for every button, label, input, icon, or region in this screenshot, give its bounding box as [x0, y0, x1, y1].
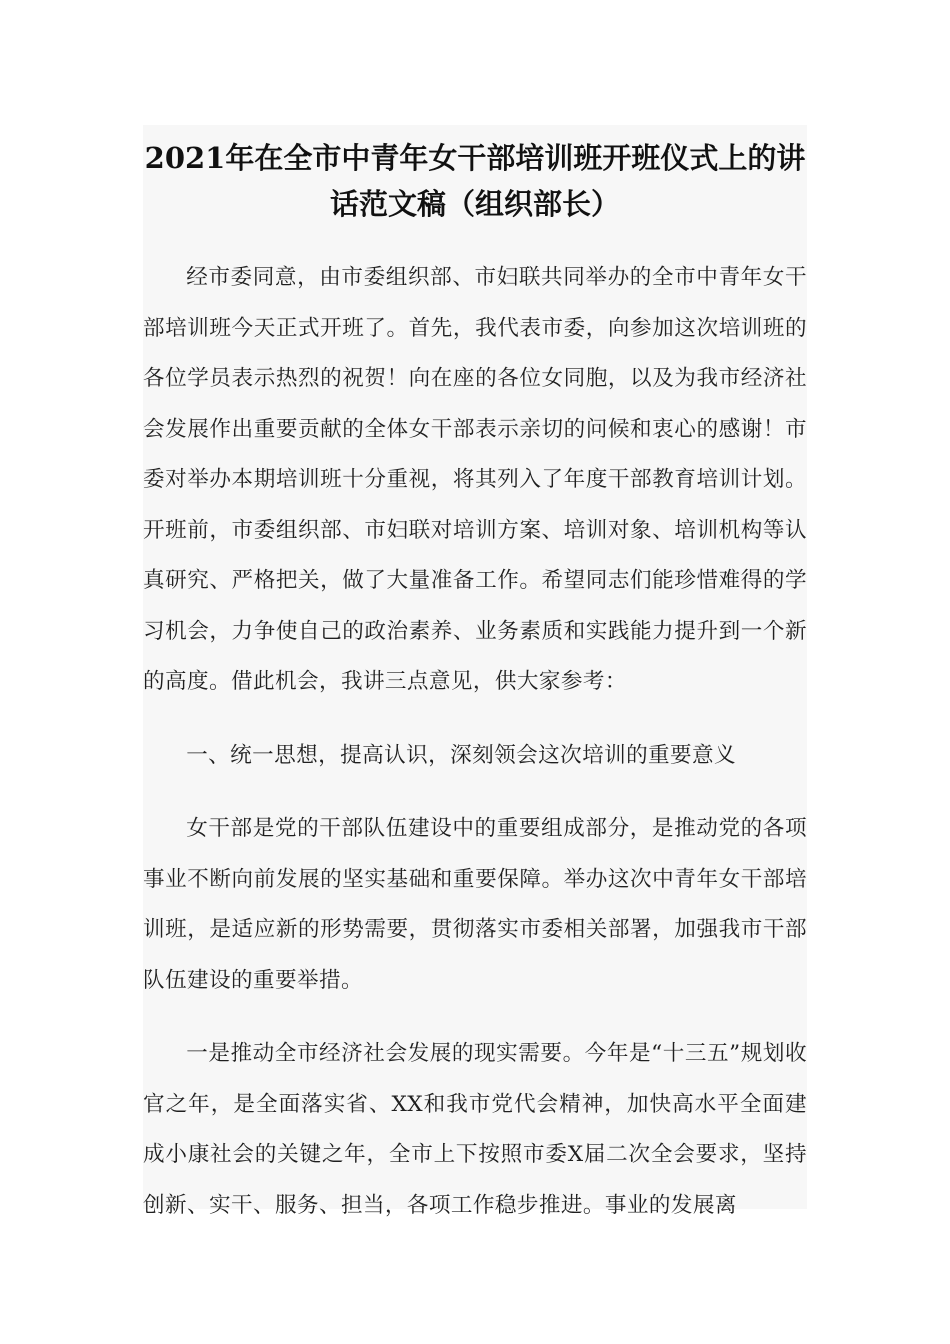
paragraph-intro: 经市委同意，由市委组织部、市妇联共同举办的全市中青年女干部培训班今天正式开班了。首先，我代表市委，向参加这次培训班的各位学员表示热烈的祝贺！向在座的各位女同胞，以及为我市经济社会发展作出重要贡献的全体女干部表示亲切的问候和衷心的感谢！市委对举办本期培训班十分重视，将其列入了年度干部教育培训计划。开班前，市委组织部、市妇联对培训方案、培训对象、培训机构等认真研究、严格把关，做了大量准备工作。希望同志们能珍惜难得的学习机会，力争使自己的政治素养、业务素质和实践能力提升到一个新的高度。借此机会，我讲三点意见，供大家参考： [143, 265, 807, 694]
paragraph-point-1: 一是推动全市经济社会发展的现实需要。今年是“十三五”规划收官之年，是全面落实省、XX和我市党代会精神，加快高水平全面建成小康社会的关键之年，全市上下按照市委X届二次全会要求，坚持创新、实干、服务、担当，各项工作稳步推进。事业的发展离 [143, 1041, 807, 1218]
section-heading-1: 一、统一思想，提高认识，深刻领会这次培训的重要意义 [186, 742, 737, 768]
paragraph-section-1: 女干部是党的干部队伍建设中的重要组成部分，是推动党的各项事业不断向前发展的坚实基础和重要保障。举办这次中青年女干部培训班，是适应新的形势需要，贯彻落实市委相关部署，加强我市干部队伍建设的重要举措。 [143, 816, 807, 993]
document-page [143, 125, 807, 1218]
document-title: 2021年在全市中青年女干部培训班开班仪式上的讲话范文稿（组织部长） [144, 141, 806, 221]
document-body [143, 253, 807, 1231]
